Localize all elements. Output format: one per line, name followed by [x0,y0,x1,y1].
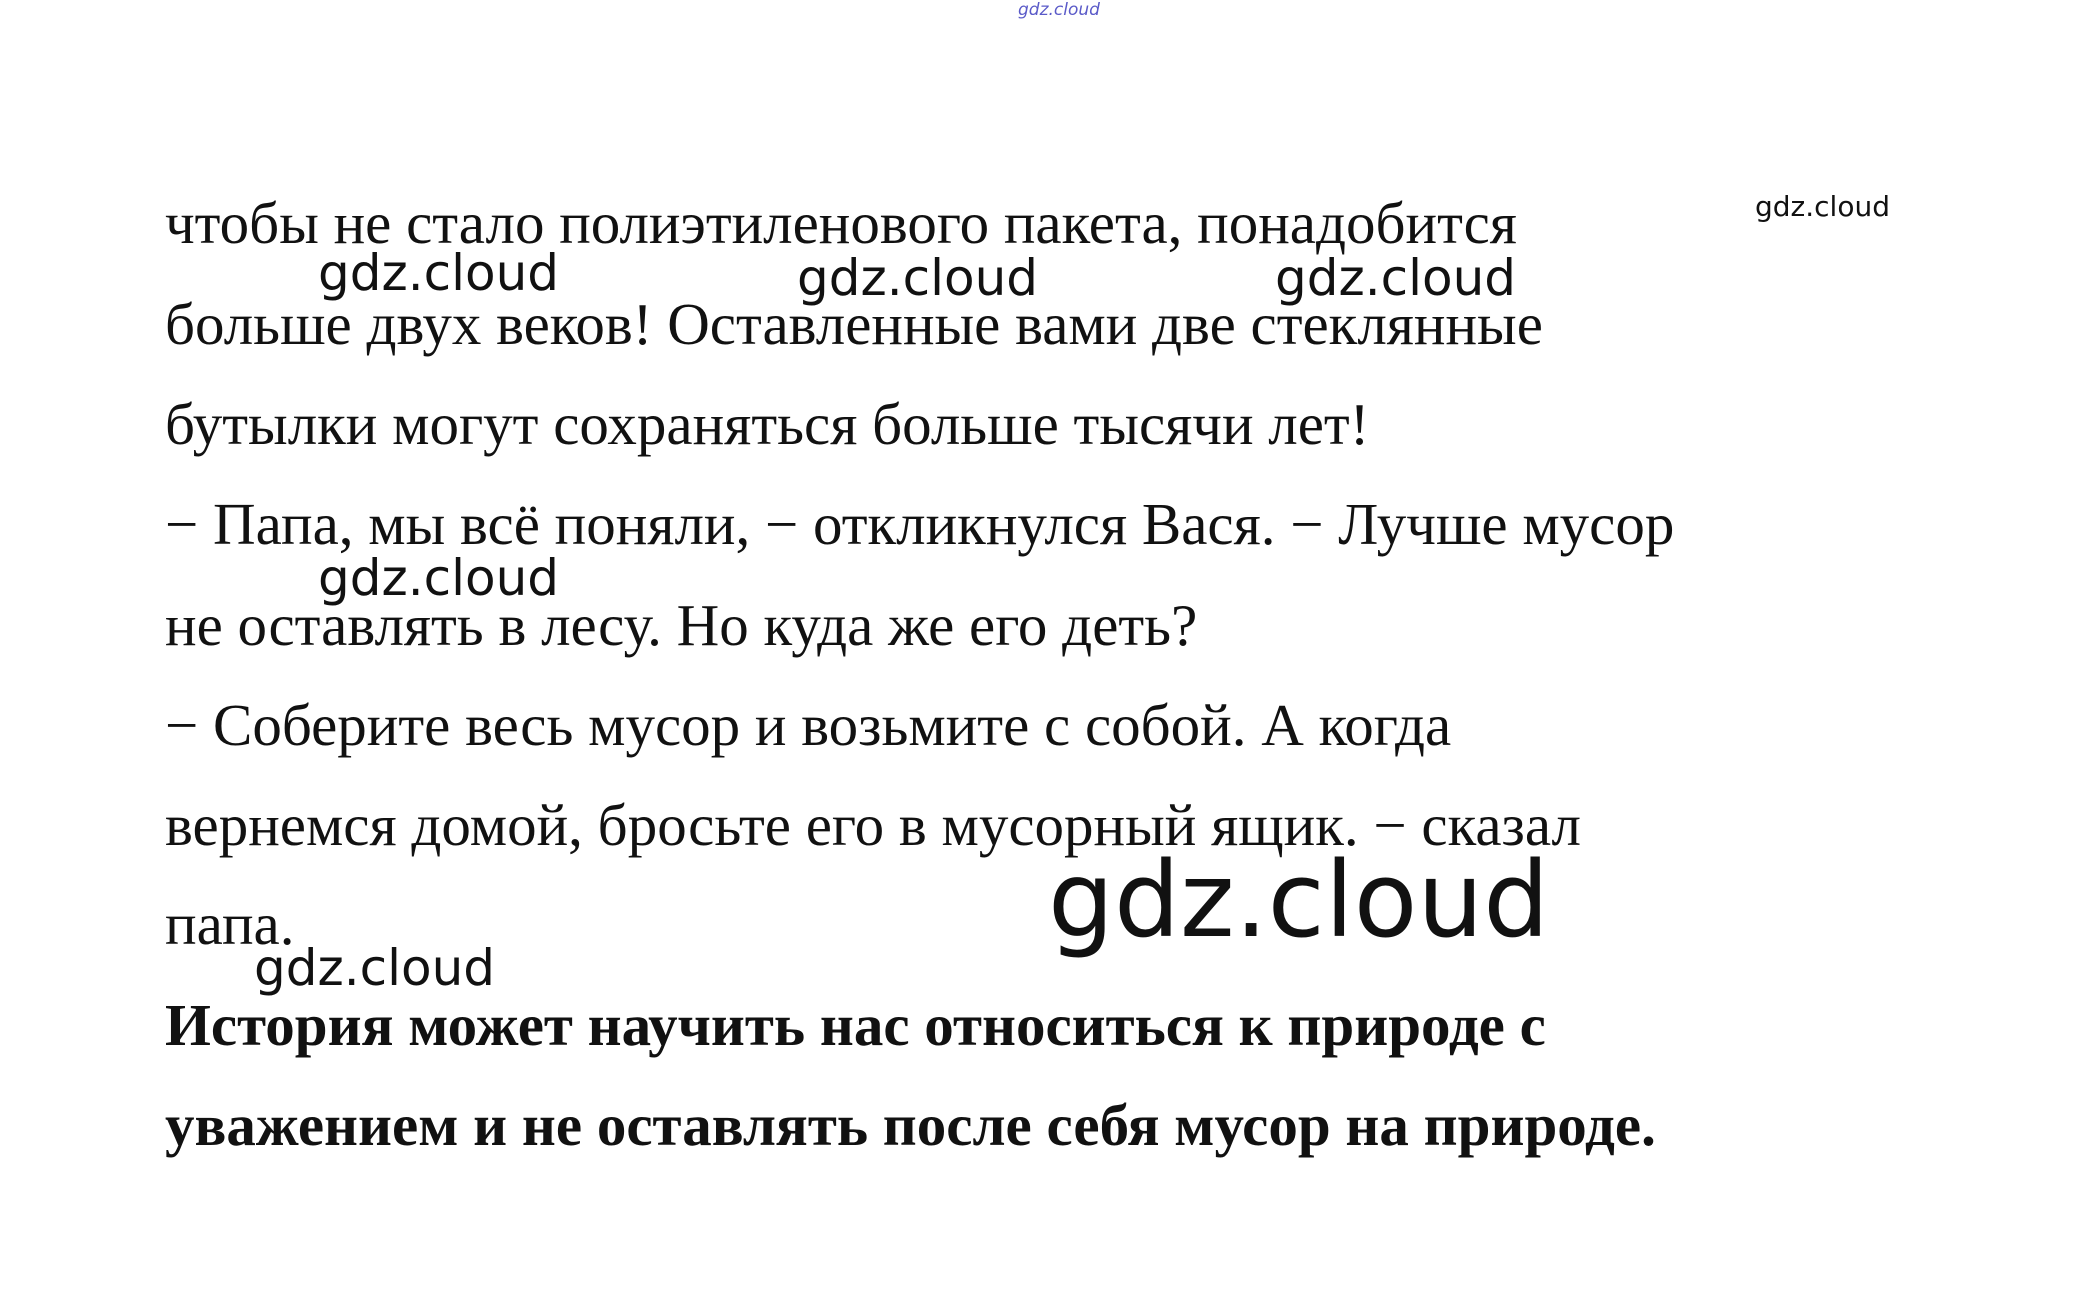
text-line-3: бутылки могут сохраняться больше тысячи лет! [165,391,1370,457]
text-line-8: папа. [165,891,295,957]
text-line-7: вернемся домой, бросьте его в мусорный ящик. − сказал [165,792,1581,858]
watermark-row1-a: gdz.cloud [318,244,560,302]
conclusion-line-2: уважением и не оставлять после себя мусор на природе. [165,1092,1656,1158]
watermark-top: gdz.cloud [1018,0,1100,20]
conclusion-line-1: История может научить нас относиться к природе с [165,992,1546,1058]
watermark-row1-c: gdz.cloud [1275,249,1517,307]
watermark-corner: gdz.cloud [1755,190,1890,223]
text-line-2: больше двух веков! Оставленные вами две стеклянные [165,291,1543,357]
text-line-1: чтобы не стало полиэтиленового пакета, понадобится [165,190,1517,256]
text-line-4: − Папа, мы всё поняли, − откликнулся Вася. − Лучше мусор [165,491,1675,557]
text-line-6: − Соберите весь мусор и возьмите с собой. А когда [165,692,1452,758]
watermark-row1-b: gdz.cloud [797,249,1039,307]
watermark-large: gdz.cloud [1048,839,1550,961]
watermark-row8: gdz.cloud [254,939,496,997]
watermark-row4: gdz.cloud [318,549,560,607]
text-line-5: не оставлять в лесу. Но куда же его деть? [165,592,1198,658]
